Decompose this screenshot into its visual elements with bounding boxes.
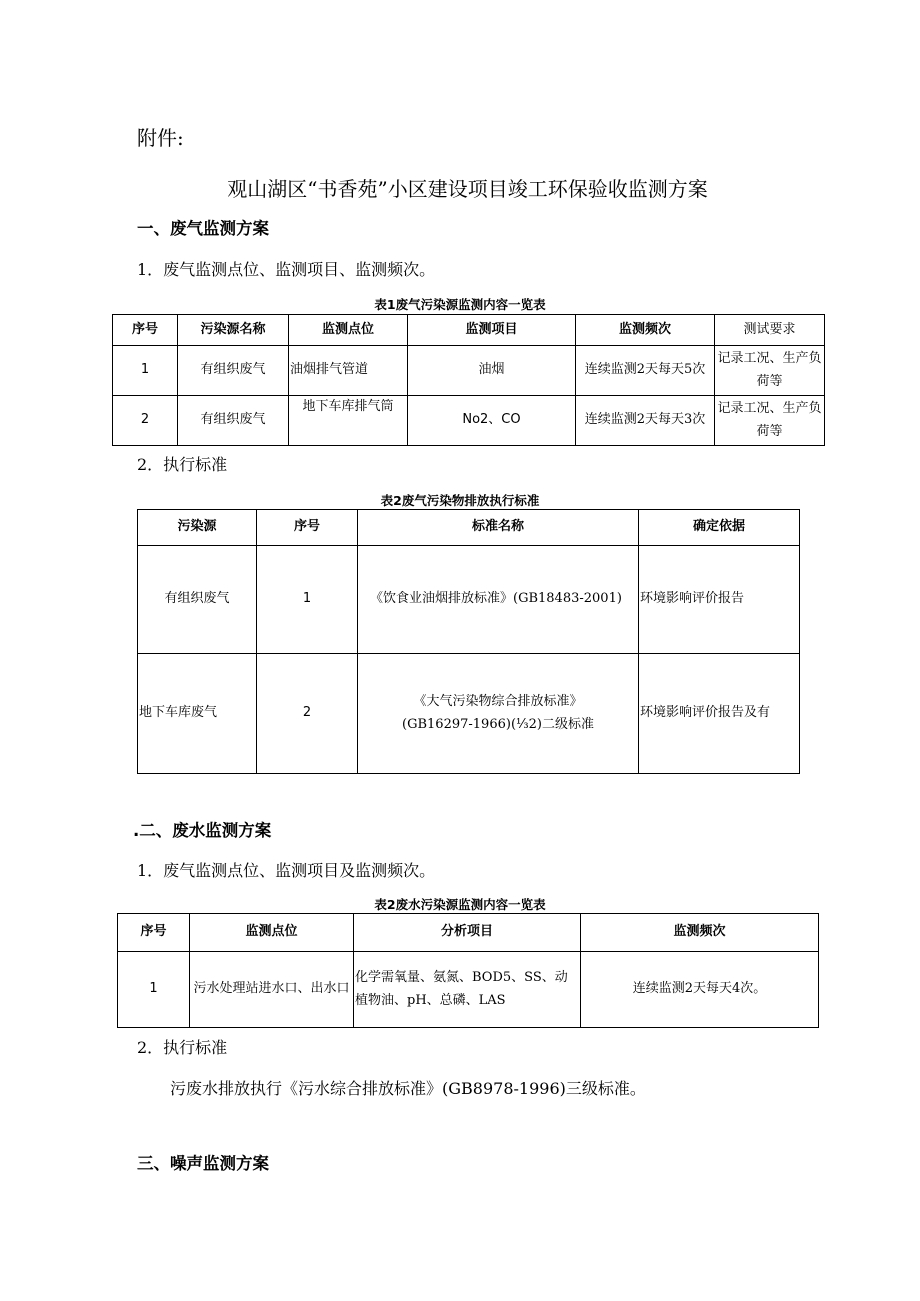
table-cell: 有组织废气 — [178, 396, 289, 446]
section1-heading: 一、废气监测方案 — [137, 219, 269, 238]
document-title: 观山湖区“书香苑”小区建设项目竣工环保验收监测方案 — [227, 177, 708, 201]
table-row — [113, 396, 825, 446]
table-cell: 地下车库废气 — [138, 654, 257, 774]
table-cell: 2 — [257, 654, 358, 774]
table2-header: 确定依据 — [639, 510, 800, 546]
section1-item1: 1．废气监测点位、监测项目、监测频次。 — [137, 260, 436, 279]
table-cell: 连续监测2天每天3次 — [576, 396, 715, 446]
table-cell: 污水处理站进水口、出水口 — [190, 952, 354, 1028]
table-row — [118, 952, 819, 1028]
table3-header: 监测点位 — [190, 914, 354, 952]
table1-caption: 表1废气污染源监测内容一览表 — [374, 297, 546, 312]
table-cell: 1 — [118, 952, 190, 1028]
table1-header: 监测频次 — [576, 315, 715, 346]
table2-caption: 表2废气污染物排放执行标准 — [380, 493, 540, 508]
table2-header: 标准名称 — [358, 510, 639, 546]
table-row — [138, 546, 800, 654]
table1 — [112, 314, 825, 446]
table-row — [138, 654, 800, 774]
section2-item1: 1．废气监测点位、监测项目及监测频次。 — [137, 861, 436, 880]
table2-header: 序号 — [257, 510, 358, 546]
section2-item2: 2．执行标准 — [137, 1038, 228, 1057]
table3 — [117, 913, 819, 1028]
table1-header: 监测点位 — [289, 315, 408, 346]
table1-header: 污染源名称 — [178, 315, 289, 346]
table2 — [137, 509, 800, 774]
table3-header: 监测频次 — [581, 914, 819, 952]
table-cell: 1 — [113, 346, 178, 396]
section2-heading: .二、废水监测方案 — [133, 821, 272, 840]
table-cell: 2 — [113, 396, 178, 446]
table-cell: 记录工况、生产负荷等 — [715, 346, 825, 396]
table-cell: 化学需氧量、氨氮、BOD5、SS、动植物油、pH、总磷、LAS — [354, 952, 581, 1028]
table-cell: 《饮食业油烟排放标准》(GB18483-2001) — [358, 546, 639, 654]
table3-caption: 表2废水污染源监测内容一览表 — [374, 897, 546, 912]
table-cell: 有组织废气 — [178, 346, 289, 396]
table1-header: 序号 — [113, 315, 178, 346]
table2-header: 污染源 — [138, 510, 257, 546]
section2-paragraph: 污废水排放执行《污水综合排放标准》(GB8978-1996)三级标准。 — [170, 1079, 646, 1098]
table-cell: No2、CO — [408, 396, 576, 446]
table-cell: 《大气污染物综合排放标准》(GB16297-1966)(⅓2)二级标准 — [358, 654, 639, 774]
table-cell: 环境影响评价报告 — [639, 546, 800, 654]
table-cell: 环境影响评价报告及有 — [639, 654, 800, 774]
table-cell: 油烟 — [408, 346, 576, 396]
table3-header: 分析项目 — [354, 914, 581, 952]
table-cell: 1 — [257, 546, 358, 654]
table1-header: 测试要求 — [715, 315, 825, 346]
section3-heading: 三、噪声监测方案 — [137, 1154, 269, 1173]
table-cell: 油烟排气管道 — [289, 346, 408, 396]
table-cell: 有组织废气 — [138, 546, 257, 654]
table3-header: 序号 — [118, 914, 190, 952]
table-cell: 连续监测2天每天5次 — [576, 346, 715, 396]
attachment-label: 附件: — [137, 126, 184, 150]
table-cell: 记录工况、生产负荷等 — [715, 396, 825, 446]
table-cell: 地下车库排气筒 — [289, 396, 408, 446]
table1-header: 监测项目 — [408, 315, 576, 346]
table-cell: 连续监测2天每天4次。 — [581, 952, 819, 1028]
section1-item2: 2．执行标准 — [137, 455, 228, 474]
table-row — [113, 346, 825, 396]
